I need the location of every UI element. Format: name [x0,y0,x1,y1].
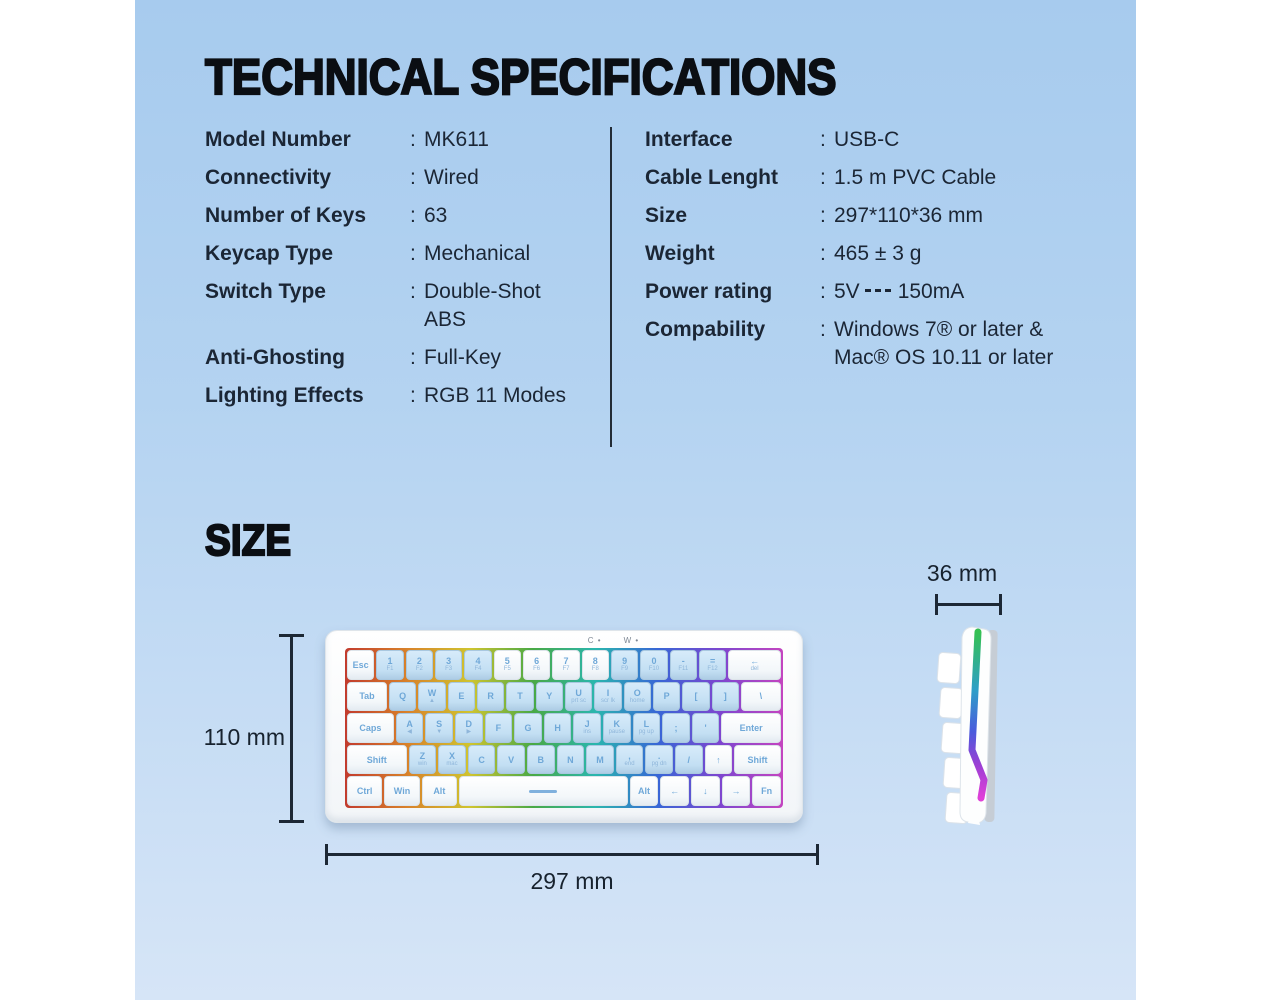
keyboard-top-view [325,630,803,823]
keyboard-key: ← del [728,650,781,680]
keyboard-key: [ [682,682,709,712]
spec-value: USB-C [834,128,900,151]
spec-colon: : [410,128,416,151]
spec-colon: : [410,280,416,303]
spec-value: Mechanical [424,242,531,265]
keyboard-key: V [497,745,525,775]
spec-colon: : [410,166,416,189]
spec-value: 63 [424,204,448,227]
keyboard-key: A ◀ [396,713,424,743]
keyboard-key: G [514,713,542,743]
spec-value: MK611 [424,128,489,151]
depth-dimension-line [935,603,1002,606]
keyboard-key: Alt [422,776,457,806]
spec-colon: : [820,318,826,341]
keyboard-row [347,713,781,743]
keyboard-key: , end [616,745,644,775]
keyboard-plate [345,648,783,808]
keyboard-key: S ▼ [425,713,453,743]
keyboard-key: P [653,682,680,712]
keyboard-key: Enter [721,713,781,743]
indicator-w: W • [623,636,640,645]
spec-colon: : [820,128,826,151]
keyboard-row [347,650,781,680]
keyboard-key: Shift [734,745,781,775]
spec-row-anti-ghosting [205,344,605,372]
keyboard-key: O home [624,682,651,712]
spec-row-weight [645,240,1095,268]
power-current: 150mA [897,280,965,303]
keyboard-key: / [675,745,703,775]
keyboard-key: B [527,745,555,775]
blue-panel [135,0,1136,1000]
spec-label: Compability [645,318,766,341]
keyboard-key: 7 F7 [552,650,579,680]
size-section-title: SIZE [205,516,292,565]
spec-label: Model Number [205,128,351,151]
keyboard-key: Fn [752,776,781,806]
keyboard-key: \ [741,682,781,712]
keyboard-key: 1 F1 [376,650,403,680]
spec-value: Full-Key [424,346,502,369]
keyboard-key: 4 F4 [464,650,491,680]
spec-value: Wired [424,166,479,189]
spec-label: Lighting Effects [205,384,364,407]
spec-colon: : [820,204,826,227]
keyboard-key: 0 F10 [640,650,667,680]
keyboard-key: W ▲ [418,682,445,712]
keyboard-key: N [557,745,585,775]
keyboard-key: - F11 [670,650,697,680]
keyboard-key: U prt sc [565,682,592,712]
spec-value [834,278,1095,306]
height-dimension-label: 110 mm [203,724,285,750]
keyboard-key: Win [384,776,419,806]
keyboard-key: = F12 [699,650,726,680]
keyboard-key: Esc [347,650,374,680]
spec-label: Size [645,204,688,227]
spec-value-line-1: Double-Shot [424,280,541,303]
spec-label: Anti-Ghosting [205,346,345,369]
spec-row-cable-length [645,164,1095,192]
keyboard-key: ↓ [691,776,720,806]
spec-colon: : [820,280,826,303]
keyboard-key: 2 F2 [406,650,433,680]
keyboard-key: X mac [438,745,466,775]
spec-value [424,278,605,334]
keyboard-key: ] [712,682,739,712]
keyboard-key: Y [536,682,563,712]
keyboard-key: 3 F3 [435,650,462,680]
spec-row-keycap-type [205,240,605,268]
keyboard-key: I scr lk [594,682,621,712]
spec-value: RGB 11 Modes [424,384,567,407]
keyboard-key: Ctrl [347,776,382,806]
keyboard-key: F [485,713,513,743]
keyboard-key: ↑ [705,745,733,775]
keyboard-key: 6 F6 [523,650,550,680]
dc-current-icon [865,289,891,292]
spec-label: Power rating [645,280,773,303]
spec-colon: : [410,346,416,369]
keyboard-key: C [468,745,496,775]
indicator-lights [588,636,639,645]
keyboard-key: K pause [603,713,631,743]
keyboard-side-illustration [928,620,1010,832]
keyboard-key: 8 F8 [582,650,609,680]
spec-label: Interface [645,128,733,151]
depth-dimension-label: 36 mm [926,560,998,586]
spec-row-number-of-keys [205,202,605,230]
spec-row-size [645,202,1095,230]
spec-row-compatibility [645,316,1095,372]
keyboard-row [347,776,781,806]
keyboard-key: ' [692,713,720,743]
spec-colon: : [410,242,416,265]
keyboard-row [347,745,781,775]
keyboard-key: J ins [573,713,601,743]
power-voltage: 5V [834,280,860,303]
spec-value-line-2: ABS [424,308,467,331]
column-divider [610,127,612,447]
spec-column-left [205,126,605,420]
spec-column-right [645,126,1095,382]
spec-label: Cable Lenght [645,166,779,189]
keyboard-key: Tab [347,682,387,712]
keyboard-key: 9 F9 [611,650,638,680]
spec-row-switch-type [205,278,605,334]
keyboard-key: → [722,776,751,806]
keyboard-key: Alt [630,776,659,806]
spec-row-connectivity [205,164,605,192]
spec-colon: : [820,166,826,189]
width-dimension-line [325,853,819,856]
keyboard-key: R [477,682,504,712]
spec-value-line-1: Windows 7® or later & [834,318,1044,341]
keyboard-key-space [459,776,628,806]
spec-label: Switch Type [205,280,326,303]
spec-value-line-2: Mac® OS 10.11 or later [834,346,1054,369]
keyboard-key: H [544,713,572,743]
width-dimension-label: 297 mm [530,868,614,894]
spec-label: Keycap Type [205,242,333,265]
height-dimension-line [290,634,293,823]
indicator-c: C • [587,636,602,645]
spec-label: Weight [645,242,715,265]
keyboard-key: E [448,682,475,712]
page-title: TECHNICAL SPECIFICATIONS [205,49,837,105]
keyboard-key: M [586,745,614,775]
spec-label: Connectivity [205,166,332,189]
keyboard-side-view [928,620,1010,832]
keyboard-key: 5 F5 [494,650,521,680]
keyboard-key: . pg dn [645,745,673,775]
spec-row-interface [645,126,1095,154]
spec-colon: : [410,204,416,227]
spec-row-lighting-effects [205,382,605,410]
keyboard-key: ← [660,776,689,806]
keyboard-key: Z win [409,745,437,775]
spec-value: 465 ± 3 g [834,242,922,265]
spec-row-power-rating [645,278,1095,306]
spec-value: 1.5 m PVC Cable [834,166,997,189]
spec-row-model-number [205,126,605,154]
keyboard-key: L pg up [633,713,661,743]
spec-label: Number of Keys [205,204,367,227]
keyboard-key: T [506,682,533,712]
keyboard-key: Shift [347,745,407,775]
keyboard-key: Q [389,682,416,712]
spec-value: 297*110*36 mm [834,204,984,227]
keyboard-key: Caps [347,713,394,743]
spec-value [834,316,1095,372]
keyboard-key: ; [662,713,690,743]
keyboard-key: D ▶ [455,713,483,743]
spec-colon: : [410,384,416,407]
keyboard-row [347,682,781,712]
spec-colon: : [820,242,826,265]
